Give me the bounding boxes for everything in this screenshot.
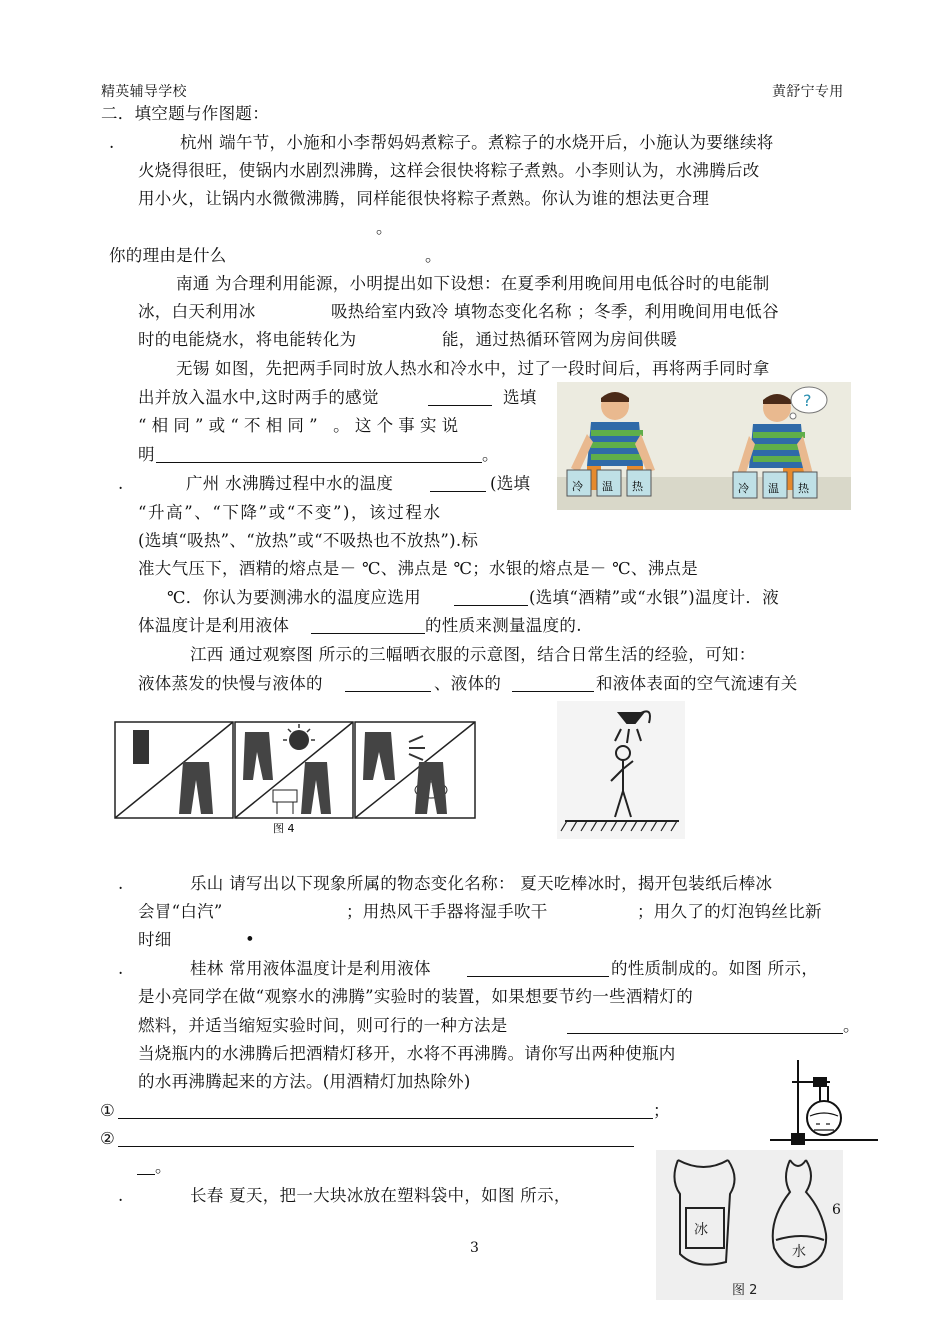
section-title: 二．填空题与作图题： [101, 104, 269, 123]
q2-line3b: 能，通过热循环管网为房间供暖 [442, 330, 678, 349]
q5-line1: 江西 通过观察图 所示的三幅晒衣服的示意图，结合日常生活的经验，可知： [190, 645, 756, 664]
q7-answer2-label: ② [100, 1129, 116, 1148]
q3-line3: “相同”或“不相同” 。这个事实说 [138, 416, 464, 435]
q5-line2c: 和液体表面的空气流速有关 [596, 674, 798, 693]
hands-in-water-figure [557, 382, 851, 510]
q6-line3a: 时细 [138, 930, 172, 949]
ice-bag-drawing [656, 1150, 843, 1300]
ice-figure-caption: 图 2 [732, 1283, 758, 1298]
q7-line1a: 桂林 常用液体温度计是利用液体 [190, 959, 431, 978]
q5-blank-2[interactable] [512, 675, 594, 692]
q6-line2c: ；用久了的灯泡钨丝比新 [637, 902, 822, 921]
q7-answer2-field[interactable] [118, 1130, 634, 1147]
q4-blank-1[interactable] [430, 475, 486, 492]
q1-line2: 火烧得很旺，使锅内水剧烈沸腾，这样会很快将粽子煮熟。小李则认为，水沸腾后改 [138, 161, 760, 180]
q4-blank-3[interactable] [311, 617, 425, 634]
basin-label-2: 温 [602, 480, 613, 493]
q1-line1: 杭州 端午节，小施和小李帮妈妈煮粽子。煮粽子的水烧开后，小施认为要继续将 [180, 133, 774, 152]
q1-line4: 。 [376, 218, 393, 237]
shower-drawing [557, 701, 685, 839]
q7-line3b: 。 [843, 1016, 860, 1035]
q3-line4a: 明 [138, 445, 155, 464]
shower-figure [557, 701, 685, 839]
basin-label-3: 热 [632, 480, 643, 493]
q3-line2b: 选填 [503, 388, 537, 407]
q7-number: . [118, 959, 124, 978]
q4-line1b: (选填 [490, 474, 531, 493]
q7-answer1-end: ； [653, 1101, 670, 1120]
q2-line1: 南通 为合理利用能源，小明提出如下设想：在夏季利用晚间用电低谷时的电能制 [176, 274, 770, 293]
q2-line2b: 吸热给室内致冷 填物态变化名称 ；冬季，利用晚间用电低谷 [331, 302, 779, 321]
q4-line4: 准大气压下，酒精的熔点是－ ℃、沸点是 ℃；水银的熔点是－ ℃、沸点是 [138, 559, 699, 578]
q1-line5a: 你的理由是什么 [109, 246, 227, 265]
basin-label-6: 热 [798, 482, 809, 495]
q4-line6a: 体温度计是利用液体 [138, 616, 290, 635]
basin-label-4: 冷 [738, 482, 749, 495]
q7-line4: 当烧瓶内的水沸腾后把酒精灯移开，水将不再沸腾。请你写出两种使瓶内 [138, 1044, 676, 1063]
q2-line3a: 时的电能烧水，将电能转化为 [138, 330, 357, 349]
page-number: 3 [470, 1240, 480, 1256]
water-label: 水 [792, 1244, 806, 1260]
q4-line6b: 的性质来测量温度的. [425, 616, 582, 635]
q6-number: . [118, 874, 124, 893]
q4-line3: (选填“吸热”、“放热”或“不吸热也不放热”).标 [138, 531, 479, 550]
q1-number: . [109, 133, 115, 152]
q7-blank-1[interactable] [467, 960, 609, 977]
q3-line4b: 。 [482, 445, 499, 464]
q5-line2a: 液体蒸发的快慢与液体的 [138, 674, 323, 693]
q7-answer2-end: 。 [155, 1157, 172, 1176]
drying-clothes-figure [113, 718, 477, 834]
q8-line1: 长春 夏天，把一大块冰放在塑料袋中，如图 所示， [190, 1186, 571, 1205]
q4-line2: “升高”、“下降”或“不变”)，该过程水 [138, 503, 442, 522]
ice-bag-figure [656, 1150, 843, 1300]
boiling-flask-figure [768, 1056, 880, 1150]
header-left: 精英辅导学校 [101, 84, 187, 100]
q3-blank-2[interactable] [156, 446, 482, 463]
q3-line1: 无锡 如图，先把两手同时放人热水和冷水中，过了一段时间后，再将两手同时拿 [176, 359, 770, 378]
svg-text:?: ? [803, 391, 812, 410]
q4-line5b: (选填“酒精”或“水银”)温度计．液 [529, 588, 780, 607]
q7-answer1-label: ① [100, 1101, 116, 1120]
q3-line2a: 出并放入温水中,这时两手的感觉 [138, 388, 379, 407]
q7-blank-2[interactable] [567, 1017, 843, 1034]
q1-line3: 用小火，让锅内水微微沸腾，同样能很快将粽子煮熟。你认为谁的想法更合理 [138, 189, 710, 208]
side-number: 6 [832, 1202, 842, 1218]
q2-line2a: 冰，白天利用冰 [138, 302, 256, 321]
boiling-flask-drawing [768, 1056, 880, 1150]
q4-line5a: ℃．你认为要测沸水的温度应选用 [167, 588, 421, 607]
drying-clothes-drawing [113, 718, 477, 834]
q4-line1a: 广州 水沸腾过程中水的温度 [186, 474, 394, 493]
basin-label-5: 温 [768, 482, 779, 495]
q6-line2b: ；用热风干手器将湿手吹干 [346, 902, 548, 921]
hands-figure-drawing [557, 382, 851, 510]
q8-number: . [118, 1186, 124, 1205]
q7-answer1-field[interactable] [118, 1102, 653, 1119]
q7-line1b: 的性质制成的。如图 所示， [611, 959, 819, 978]
header-right: 黄舒宁专用 [772, 84, 844, 100]
q7-line3a: 燃料，并适当缩短实验时间，则可行的一种方法是 [138, 1016, 508, 1035]
q6-line2a: 会冒“白汽” [138, 902, 223, 921]
q4-blank-2[interactable] [454, 589, 528, 606]
q5-line2b: 、液体的 [434, 674, 502, 693]
q3-blank-1[interactable] [428, 389, 492, 406]
q7-answer2-field-cont[interactable] [137, 1158, 155, 1175]
drying-figure-caption: 图 4 [273, 822, 295, 834]
q6-line1: 乐山 请写出以下现象所属的物态变化名称： 夏天吃棒冰时，揭开包装纸后棒冰 [190, 874, 773, 893]
ice-label: 冰 [694, 1222, 708, 1238]
q4-number: . [118, 474, 124, 493]
basin-label-1: 冷 [572, 480, 583, 493]
q6-line3b: • [245, 930, 256, 949]
q1-line5b: 。 [425, 246, 442, 265]
q7-line5: 的水再沸腾起来的方法。(用酒精灯加热除外) [138, 1072, 471, 1091]
q5-blank-1[interactable] [345, 675, 431, 692]
q7-line2: 是小亮同学在做“观察水的沸腾”实验时的装置，如果想要节约一些酒精灯的 [138, 987, 694, 1006]
